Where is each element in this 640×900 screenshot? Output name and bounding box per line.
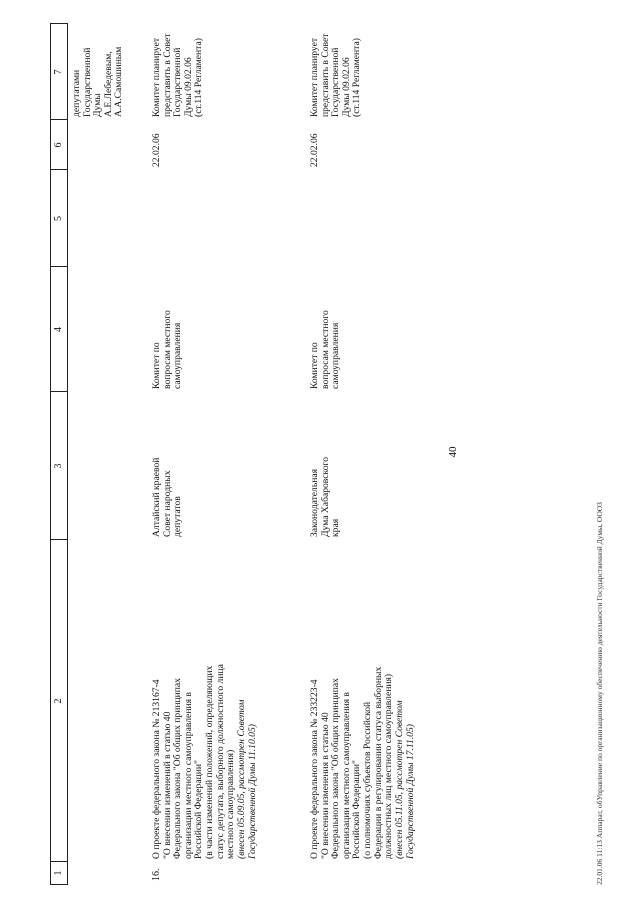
table-header [50, 23, 68, 885]
row2-col6: 22.02.06 [309, 133, 320, 167]
row2-col4: Комитет по вопросам местного самоуправления [309, 310, 342, 389]
row1-col6: 22.02.06 [151, 133, 162, 167]
header-col-4: 4 [53, 327, 64, 332]
row1-col7: Комитет планирует представить в Совет Государственной Думы 09.02.06 (ст.114 Регламента) [151, 33, 205, 117]
header-col-2: 2 [53, 698, 64, 704]
row1-col4: Комитет по вопросам местного самоуправления [151, 310, 184, 389]
row1-col3: Алтайский краевой Совет народных депутатов [151, 457, 184, 537]
header-col-7: 7 [53, 69, 64, 75]
row2-col7: Комитет планирует представить в Совет Государственной Думы 09.02.06 (ст.114 Регламента) [309, 33, 363, 117]
rotated-table [50, 5, 610, 885]
row2-col2: О проекте федерального закона № 233223-4 "О внесении изменения в статью 40 Федерального закона "Об общих принципах организации местного самоуправления в Российской Федерации" (о полномочиях субъектов Российской Федерации в регулировании статуса выборных должностных лиц местного самоуправления) [309, 666, 395, 859]
row0-col7: депутатами Государственной Думы А.Е.Лебедевым, А.А.Самошиным [71, 46, 125, 117]
header-col-1: 1 [53, 870, 64, 876]
row1-col2-note: (внесен 05.09.05, рассмотрен Советом Государственной Думы 11.10.05) [236, 699, 258, 859]
row1-col2: О проекте федерального закона № 213167-4 "О внесении изменений в статью 40 Федерального закона "Об общих принципах организации местного самоуправления в Российской Федерации" (в части изменений положений, определяющих статус депутата, выборного должностного лица местного самоуправления) [151, 664, 237, 859]
header-col-6: 6 [53, 142, 64, 148]
page-number: 40 [447, 446, 459, 458]
row2-col3: Законодательная Дума Хабаровского края [309, 457, 342, 537]
header-col-3: 3 [53, 463, 64, 469]
footer-text: 22.01.06 11:13 Аппарат, обУправление по организационному обеспечению деятельности Государственной Думы, ООО3 [595, 502, 604, 885]
row1-number: 16. [151, 868, 162, 881]
row2-col2-note: (внесен 05.11.05, рассмотрен Советом Государственной Думы 17.11.05) [394, 700, 416, 859]
header-col-5: 5 [53, 216, 64, 221]
